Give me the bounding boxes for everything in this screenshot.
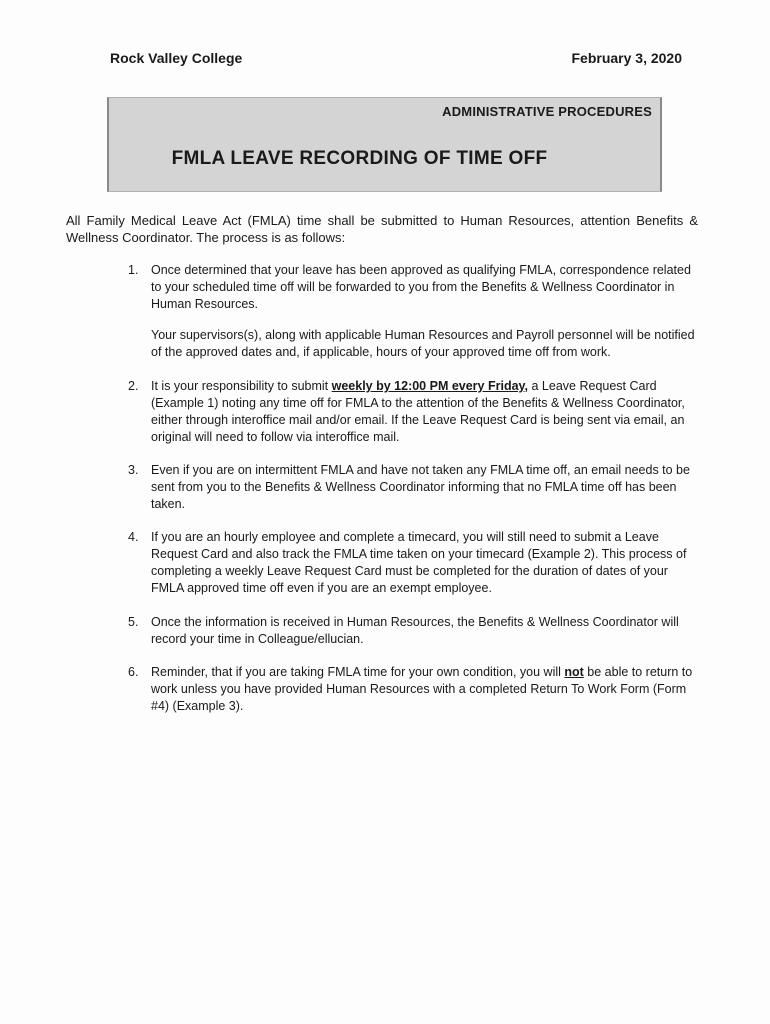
list-item-text: Once the information is received in Human Resources, the Benefits & Wellness Coordinator will record your time in Colleague/ellucian.	[151, 615, 679, 646]
text-segment: Reminder, that if you are taking FMLA time for your own condition, you will	[151, 665, 565, 679]
document-date: February 3, 2020	[571, 50, 682, 66]
list-item	[66, 462, 698, 513]
emphasis-not: not	[564, 665, 584, 679]
list-item-number: 1.	[128, 263, 139, 277]
list-item-number: 2.	[128, 379, 139, 393]
list-item-number: 3.	[128, 463, 139, 477]
section-label: ADMINISTRATIVE PROCEDURES	[442, 104, 652, 119]
list-item-text: Even if you are on intermittent FMLA and have not taken any FMLA time off, an email needs to be sent from you to the Benefits & Wellness Coordinator informing that no FMLA time off has been taken.	[151, 463, 690, 511]
procedure-list	[66, 262, 698, 715]
institution-name: Rock Valley College	[110, 50, 243, 66]
list-item	[66, 529, 698, 597]
emphasis-deadline: weekly by 12:00 PM every Friday,	[331, 379, 529, 393]
list-item	[66, 378, 698, 446]
list-item-number: 5.	[128, 615, 139, 629]
list-item	[66, 262, 698, 361]
intro-paragraph: All Family Medical Leave Act (FMLA) time shall be submitted to Human Resources, attention Benefits & Wellness Coordinator. The process is as follows:	[66, 213, 698, 245]
list-item-number: 4.	[128, 530, 139, 544]
text-segment: be able to return to work unless you have provided Human Resources with a completed Return To Work Form (Form #4) (Example 3).	[151, 665, 693, 713]
list-item-number: 6.	[128, 665, 139, 679]
list-item-text: Once determined that your leave has been approved as qualifying FMLA, correspondence related to your scheduled time off will be forwarded to you from the Benefits & Wellness Coordinator in Human Resources.	[151, 263, 691, 311]
list-item-text: Your supervisors(s), along with applicable Human Resources and Payroll personnel will be notified of the approved dates and, if applicable, hours of your approved time off from work.	[151, 328, 695, 359]
list-item	[66, 664, 698, 715]
list-item-text	[151, 378, 698, 446]
text-segment: a Leave Request Card (Example 1) noting any time off for FMLA to the attention of the Benefits & Wellness Coordinator, either through interoffice mail and/or email. If the Leave Request Card is being sent via email, an original will need to follow via interoffice mail.	[151, 379, 685, 444]
text-segment: It is your responsibility to submit	[151, 379, 332, 393]
page-title: FMLA LEAVE RECORDING OF TIME OFF	[171, 148, 548, 169]
list-item-text	[151, 664, 698, 715]
list-item	[66, 614, 698, 648]
title-box	[107, 97, 662, 192]
list-item-text: If you are an hourly employee and complete a timecard, you will still need to submit a Leave Request Card and also track the FMLA time taken on your timecard (Example 2). This process of completing a weekly Leave Request Card must be completed for the duration of dates of your FMLA approved time off even if you are an exempt employee.	[151, 530, 687, 595]
